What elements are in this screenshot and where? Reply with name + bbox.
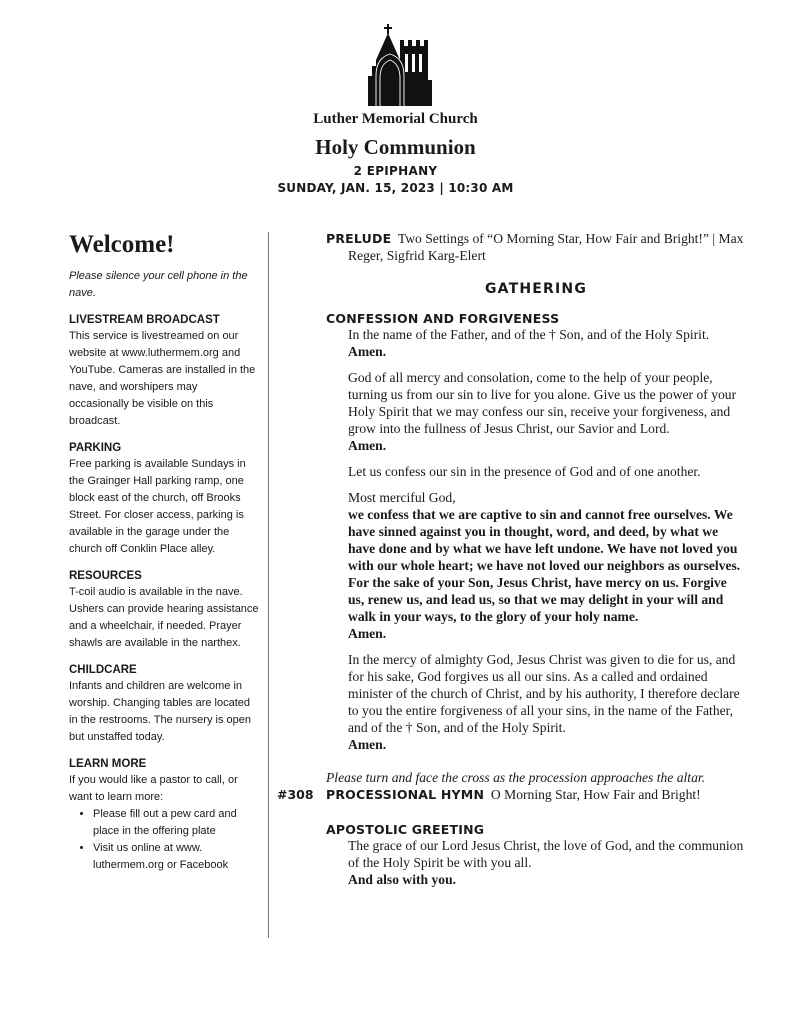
confession-prayer xyxy=(348,489,746,642)
prelude-text: Two Settings of “O Morning Star, How Fair and Bright!” | Max Reger, Sigfrid Karg-Elert xyxy=(348,231,744,263)
response-amen: Amen. xyxy=(348,344,387,359)
section-heading: CHILDCARE xyxy=(69,664,137,676)
greeting-text: The grace of our Lord Jesus Christ, the love of God, and the communion of the Holy Spirit be with you all. xyxy=(348,838,744,870)
response-amen: Amen. xyxy=(348,626,387,641)
section-livestream xyxy=(69,312,259,430)
confession-text: we confess that we are captive to sin and cannot free ourselves. We have sinned against you in thought, word, and deed, by what we have done and by what we have left undone. We have not loved you with our whole heart; we have not loved our neighbors as ourselves. For the sake of your Son, Jesus Christ, have mercy on us. Forgive us, renew us, and lead us, so that we may delight in your will and walk in your ways, to the glory of your holy name. xyxy=(348,507,741,624)
procession-note: Please turn and face the cross as the procession approaches the altar. xyxy=(326,770,706,785)
section-parking xyxy=(69,440,259,558)
learn-more-list xyxy=(69,806,259,874)
silence-note: Please silence your cell phone in the nave. xyxy=(69,270,248,299)
order-of-worship xyxy=(277,230,746,897)
section-childcare xyxy=(69,662,259,746)
service-title: Holy Communion xyxy=(315,135,476,159)
section-body: If you would like a pastor to call, or want to learn more: xyxy=(69,774,238,803)
section-title-gathering: GATHERING xyxy=(484,281,588,297)
section-body: Free parking is available Sundays in the Grainger Hall parking ramp, one block east of the church, off Brooks Street. For closer access, parking is available in the garage under the church off Conklin Place alley. xyxy=(69,458,246,555)
hymn-title: O Morning Star, How Fair and Bright! xyxy=(490,787,701,802)
absolution xyxy=(348,651,746,753)
list-item: • Please fill out a pew card and place in the offering plate xyxy=(93,806,259,840)
invocation xyxy=(348,326,746,360)
prelude-line xyxy=(326,230,746,264)
response-amen: Amen. xyxy=(348,737,387,752)
call-to-confession: Let us confess our sin in the presence of God and of one another. xyxy=(348,464,701,479)
confession-block xyxy=(326,326,746,753)
service-subtitle: 2 EPIPHANY xyxy=(353,164,438,178)
confession-heading: CONFESSION AND FORGIVENESS xyxy=(326,311,560,326)
greeting-block xyxy=(326,837,746,888)
confession-intro: Most merciful God, xyxy=(348,490,456,505)
section-body: Infants and children are welcome in worship. Changing tables are located in the restrooms. The nursery is open but unstaffed today. xyxy=(69,680,251,743)
greeting xyxy=(348,837,746,888)
invocation-text: In the name of the Father, and of the † Son, and of the Holy Spirit. xyxy=(348,327,710,342)
greeting-response: And also with you. xyxy=(348,872,457,887)
absolution-text: In the mercy of almighty God, Jesus Christ was given to die for us, and for his sake, God forgives us all our sins. As a called and ordained minister of the church of Christ, and by his authority, I therefore declare to you the entire forgiveness of all your sins, in the name of the Father, and of the † Son, and of the Holy Spirit. xyxy=(348,652,740,735)
section-body: T-coil audio is available in the nave. Ushers can provide hearing assistance and a wheelchair, if needed. Prayer shawls are available in the narthex. xyxy=(69,586,259,649)
section-learn-more xyxy=(69,756,259,874)
hymn-label: PROCESSIONAL HYMN xyxy=(326,787,485,802)
section-body: This service is livestreamed on our website at www.luthermem.org and YouTube. Cameras are installed in the nave, and worshipers may occasionally be visible on this broadcast. xyxy=(69,330,256,427)
opening-prayer xyxy=(348,369,746,454)
processional-hymn xyxy=(277,786,746,803)
church-building-icon xyxy=(366,24,434,106)
section-heading: LEARN MORE xyxy=(69,758,147,770)
section-heading: PARKING xyxy=(69,442,122,454)
hymn-number: #308 xyxy=(277,787,314,802)
church-name: Luther Memorial Church xyxy=(313,111,478,127)
prelude-label: PRELUDE xyxy=(326,231,392,246)
section-resources xyxy=(69,568,259,652)
list-item: • Visit us online at www. luthermem.org or Facebook xyxy=(93,840,259,874)
service-date: SUNDAY, JAN. 15, 2023 | 10:30 AM xyxy=(277,181,514,195)
welcome-sidebar xyxy=(69,230,259,884)
section-heading: LIVESTREAM BROADCAST xyxy=(69,314,220,326)
greeting-heading: APOSTOLIC GREETING xyxy=(326,822,485,837)
column-divider xyxy=(268,232,269,938)
welcome-title: Welcome! xyxy=(69,231,175,258)
section-heading: RESOURCES xyxy=(69,570,142,582)
prayer-text: God of all mercy and consolation, come to the help of your people, turning us from our sin to live for you alone. Give us the power of your Holy Spirit that we may confess our sin, receive your forgiveness, and grow into the fullness of Jesus Christ, our Savior and Lord. xyxy=(348,370,737,436)
response-amen: Amen. xyxy=(348,438,387,453)
